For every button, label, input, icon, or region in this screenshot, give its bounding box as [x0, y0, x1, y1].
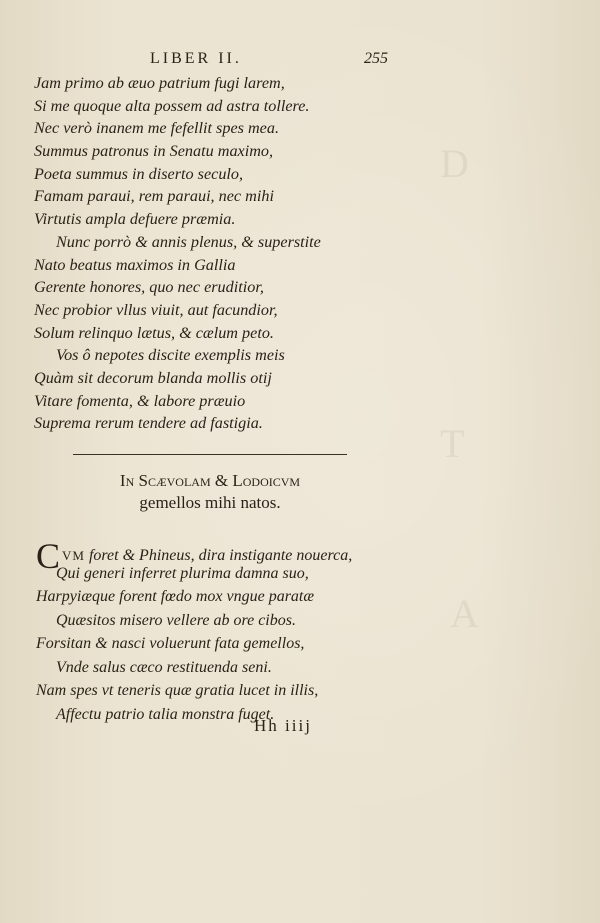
bleed-through-text: D — [440, 141, 469, 186]
poem-line: Vnde salus cæco restituenda seni. — [56, 658, 272, 676]
bleed-through-text: T — [440, 421, 465, 466]
verse-line: Nec probior vllus viuit, aut facundior, — [34, 300, 278, 319]
verse-line: Vitare fomenta, & labore præuio — [34, 391, 246, 410]
verse-line: Nato beatus maximos in Gallia — [34, 255, 236, 274]
poem-title — [40, 470, 380, 514]
verse-line: Nunc porrò & annis plenus, & superstite — [56, 232, 321, 251]
page-header — [0, 46, 600, 70]
poem-line: Qui generi inferret plurima damna suo, — [56, 564, 309, 582]
signature-mark: Hh iiij — [254, 716, 312, 735]
poem-line: Forsitan & nasci voluerunt fata gemellos, — [36, 635, 305, 652]
drop-cap: C — [36, 536, 61, 576]
verse-line: Quàm sit decorum blanda mollis otij — [34, 368, 272, 387]
poem-line: Quæsitos misero vellere ab ore cibos. — [56, 611, 296, 629]
poem-line-rest: foret & Phineus, dira instigante nouerca, — [84, 547, 353, 564]
poem-block — [36, 538, 396, 726]
poem-title-line: In Scævolam & Lodoicvm — [119, 471, 301, 490]
verse-line: Solum relinquo lætus, & cælum peto. — [34, 323, 274, 342]
opening-caps: VM — [62, 548, 85, 563]
poem-line: Affectu patrio talia monstra fuget. — [56, 705, 275, 723]
poem-line: Harpyiæque forent fœdo mox vngue paratæ — [36, 588, 315, 605]
running-head: LIBER II. — [150, 50, 242, 67]
verse-line: Nec verò inanem me fefellit spes mea. — [34, 119, 279, 138]
verse-line: Virtutis ampla defuere præmia. — [34, 210, 236, 229]
verse-line: Famam paraui, rem paraui, nec mihi — [34, 187, 274, 206]
section-divider — [73, 454, 347, 455]
page-number: 255 — [364, 50, 388, 67]
verse-line: Gerente honores, quo nec eruditior, — [34, 278, 264, 297]
poem-line: Nam spes vt teneris quæ gratia lucet in illis, — [36, 682, 319, 699]
verse-line: Si me quoque alta possem ad astra tollere. — [34, 96, 310, 115]
verse-line: Vos ô nepotes discite exemplis meis — [56, 346, 285, 365]
verse-line: Summus patronus in Senatu maximo, — [34, 142, 274, 161]
verse-line: Suprema rerum tendere ad fastigia. — [34, 414, 263, 433]
verse-line: Poeta summus in diserto seculo, — [34, 164, 244, 183]
verse-line: Jam primo ab æuo patrium fugi larem, — [34, 74, 285, 92]
verse-block — [34, 72, 394, 435]
poem-title-line: gemellos mihi natos. — [139, 493, 281, 512]
bleed-through-text: A — [450, 591, 479, 636]
